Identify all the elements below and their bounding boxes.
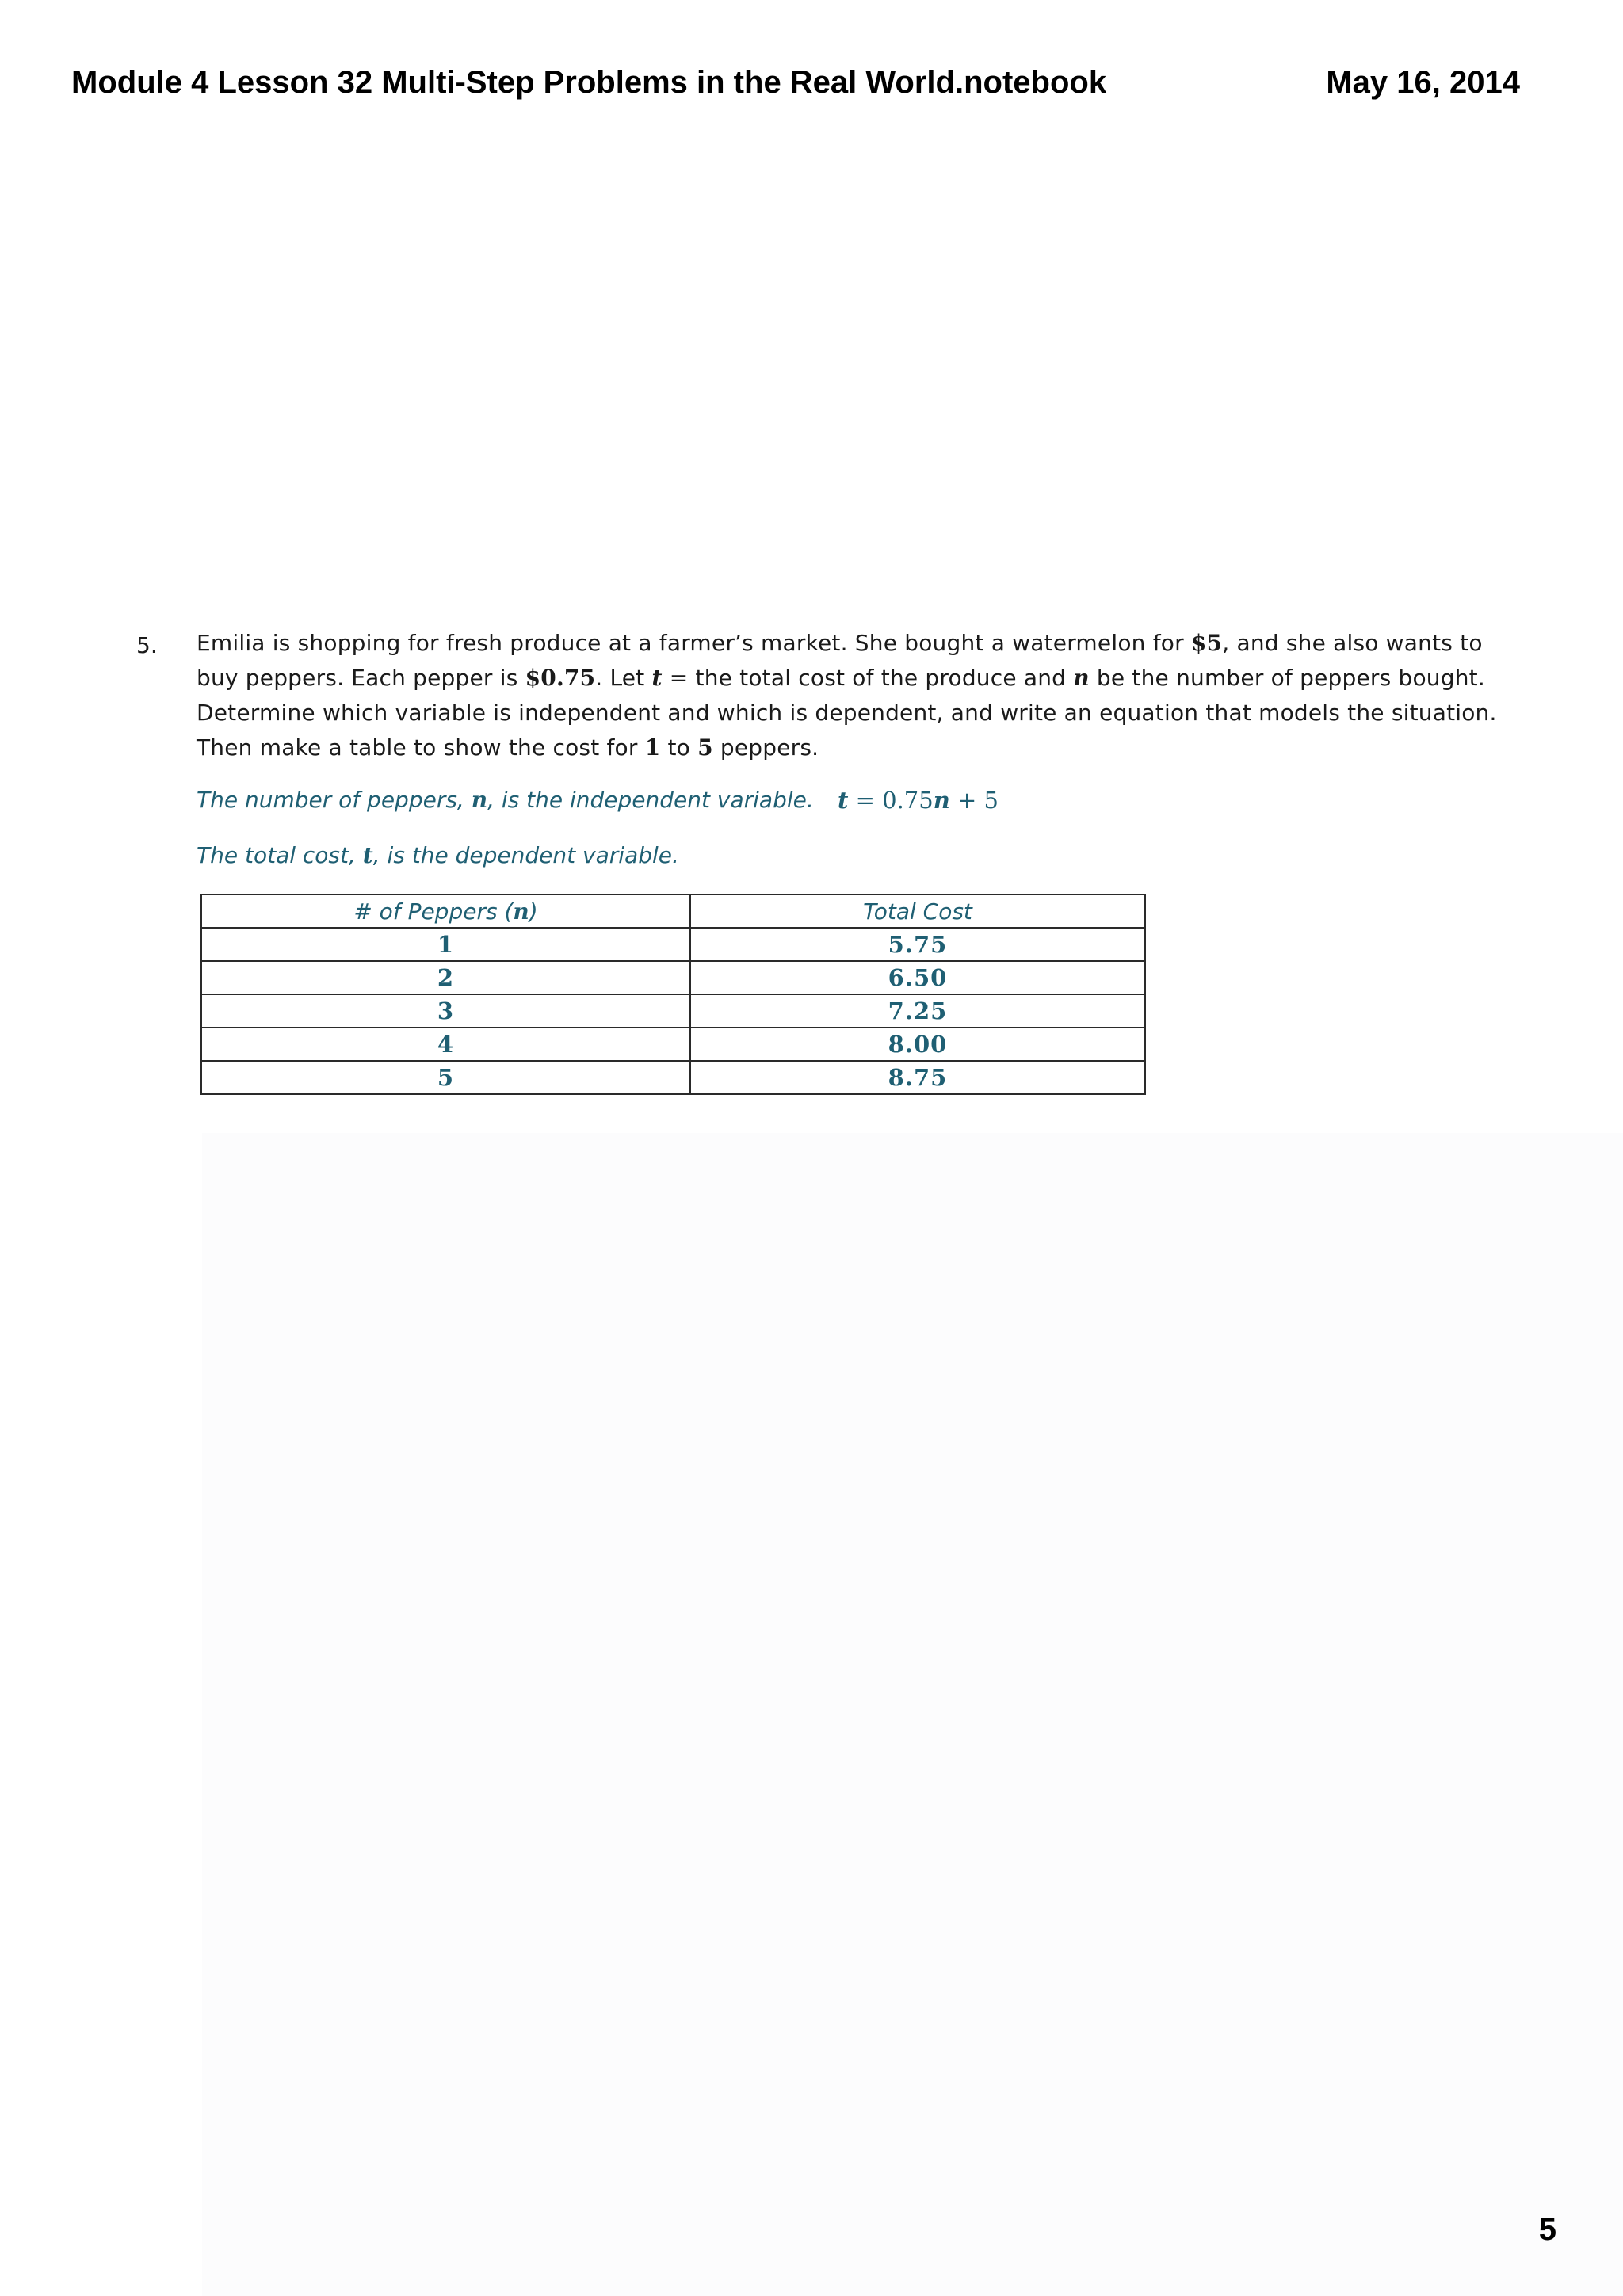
cell-peppers: 1 [201,928,690,961]
cell-cost: 7.25 [690,994,1145,1028]
answer-dependent-variable: The total cost, t, is the dependent variable. [197,842,679,868]
cell-peppers: 3 [201,994,690,1028]
page-background-panel [202,1133,1623,2296]
cell-peppers: 4 [201,1028,690,1061]
table-row [201,1061,1145,1094]
cell-cost: 8.00 [690,1028,1145,1061]
notebook-title: Module 4 Lesson 32 Multi-Step Problems in the Real World.notebook [71,65,1107,100]
table-row [201,961,1145,994]
cell-peppers: 5 [201,1061,690,1094]
pepper-cost-table [200,894,1146,1095]
header-peppers: # of Peppers (n) [201,894,690,928]
header-total-cost: Total Cost [690,894,1145,928]
problem-line-4: Then make a table to show the cost for 1 to 5 peppers. [197,734,819,761]
problem-line-3: Determine which variable is independent and which is dependent, and write an equation that models the situation. [197,700,1497,726]
table-row [201,994,1145,1028]
problem-number: 5. [136,632,158,658]
cell-cost: 8.75 [690,1061,1145,1094]
cell-cost: 5.75 [690,928,1145,961]
answer-independent-variable: The number of peppers, n, is the independent variable. [197,787,814,813]
notebook-date: May 16, 2014 [1326,65,1520,100]
answer-equation: t = 0.75n + 5 [838,787,999,814]
problem-line-1: Emilia is shopping for fresh produce at a farmer’s market. She bought a watermelon for $5, and she also wants to [197,630,1483,656]
cell-cost: 6.50 [690,961,1145,994]
problem-line-2: buy peppers. Each pepper is $0.75. Let t = the total cost of the produce and n be the number of peppers bought. [197,665,1485,691]
cell-peppers: 2 [201,961,690,994]
table-row [201,928,1145,961]
table-header-row [201,894,1145,928]
problem-statement [197,626,1496,765]
page-number: 5 [1538,2212,1556,2247]
table-row [201,1028,1145,1061]
